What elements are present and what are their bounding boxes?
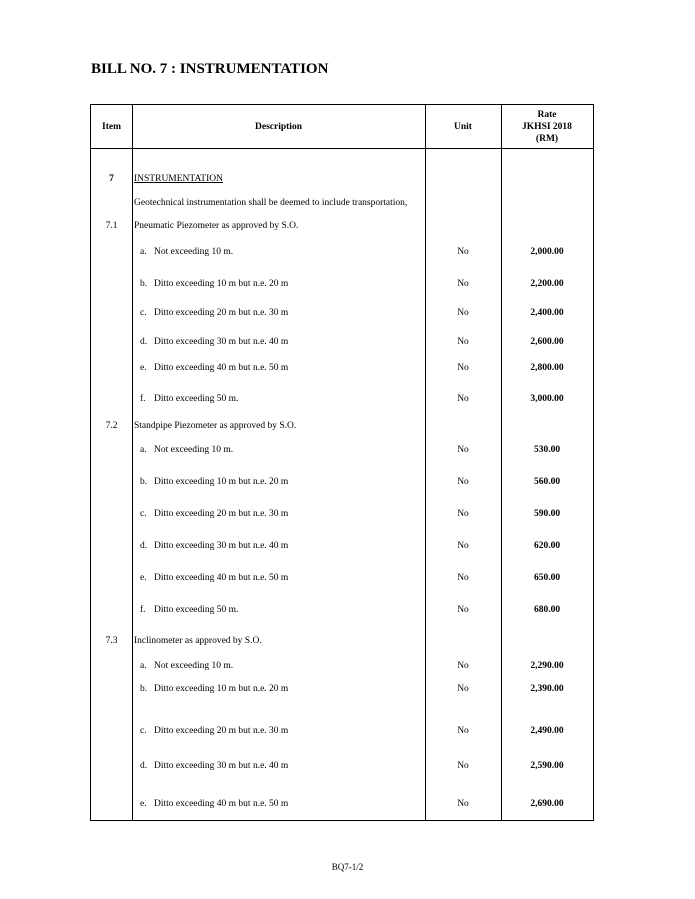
row-unit: No [457,684,469,694]
column-divider-unit [501,105,502,820]
row-rate: 530.00 [533,445,561,455]
row-description: Ditto exceeding 40 m but n.e. 50 m [154,363,289,373]
row-description: Ditto exceeding 20 m but n.e. 30 m [154,726,289,736]
row-unit: No [457,363,469,373]
row-rate: 590.00 [533,509,561,519]
row-description: Ditto exceeding 20 m but n.e. 30 m [154,308,289,318]
header-divider [91,148,593,149]
row-description: Ditto exceeding 40 m but n.e. 50 m [154,799,289,809]
row-rate: 650.00 [533,573,561,583]
row-unit: No [457,799,469,809]
row-unit: No [457,394,469,404]
row-description: Ditto exceeding 10 m but n.e. 20 m [154,279,289,289]
row-unit: No [457,279,469,289]
row-letter: c. [140,726,147,736]
bill-title: BILL NO. 7 : INSTRUMENTATION [91,61,329,77]
header-unit: Unit [454,122,472,132]
row-unit: No [457,445,469,455]
group-item-number: 7.1 [105,221,118,231]
row-unit: No [457,337,469,347]
group-title: Pneumatic Piezometer as approved by S.O. [134,221,299,231]
header-rate-line2: JKHSI 2018 [522,122,572,132]
row-description: Not exceeding 10 m. [154,445,234,455]
row-description: Ditto exceeding 30 m but n.e. 40 m [154,541,289,551]
page-footer: BQ7-1/2 [331,862,364,872]
row-letter: d. [140,337,148,347]
row-description: Not exceeding 10 m. [154,247,234,257]
row-rate: 2,590.00 [530,761,564,771]
row-rate: 2,390.00 [530,684,564,694]
row-description: Ditto exceeding 10 m but n.e. 20 m [154,477,289,487]
row-unit: No [457,308,469,318]
row-rate: 2,400.00 [530,308,564,318]
row-description: Ditto exceeding 50 m. [154,394,239,404]
row-letter: d. [140,761,148,771]
header-rate-line3: (RM) [535,134,559,144]
row-rate: 2,290.00 [530,661,564,671]
section-item-number: 7 [109,174,114,184]
row-description: Not exceeding 10 m. [154,661,234,671]
row-letter: f. [140,605,146,615]
header-rate-line1: Rate [537,110,557,120]
row-description: Ditto exceeding 40 m but n.e. 50 m [154,573,289,583]
row-letter: b. [140,279,148,289]
group-title: Inclinometer as approved by S.O. [134,636,262,646]
row-description: Ditto exceeding 30 m but n.e. 40 m [154,761,289,771]
column-divider-item [132,105,133,820]
row-letter: e. [140,573,147,583]
header-description: Description [255,122,302,132]
row-unit: No [457,573,469,583]
row-rate: 2,690.00 [530,799,564,809]
row-unit: No [457,661,469,671]
row-letter: f. [140,394,146,404]
row-letter: e. [140,363,147,373]
row-description: Ditto exceeding 20 m but n.e. 30 m [154,509,289,519]
row-unit: No [457,509,469,519]
row-unit: No [457,541,469,551]
row-description: Ditto exceeding 50 m. [154,605,239,615]
column-divider-description [425,105,426,820]
group-title: Standpipe Piezometer as approved by S.O. [134,421,297,431]
row-letter: a. [140,661,147,671]
row-letter: b. [140,477,148,487]
row-rate: 680.00 [533,605,561,615]
row-letter: b. [140,684,148,694]
row-letter: a. [140,247,147,257]
row-rate: 620.00 [533,541,561,551]
row-rate: 2,000.00 [530,247,564,257]
row-letter: c. [140,308,147,318]
header-item: Item [102,122,121,132]
row-unit: No [457,605,469,615]
row-unit: No [457,726,469,736]
row-letter: e. [140,799,147,809]
row-rate: 2,490.00 [530,726,564,736]
group-item-number: 7.3 [105,636,118,646]
row-letter: a. [140,445,147,455]
section-title: INSTRUMENTATION [134,174,223,184]
row-rate: 2,600.00 [530,337,564,347]
section-note: Geotechnical instrumentation shall be deemed to include transportation, [134,198,408,208]
group-item-number: 7.2 [105,421,118,431]
row-unit: No [457,477,469,487]
row-letter: c. [140,509,147,519]
header-rate [501,109,593,145]
row-description: Ditto exceeding 30 m but n.e. 40 m [154,337,289,347]
bill-table [90,104,594,821]
row-unit: No [457,247,469,257]
row-rate: 2,800.00 [530,363,564,373]
row-description: Ditto exceeding 10 m but n.e. 20 m [154,684,289,694]
row-rate: 560.00 [533,477,561,487]
row-rate: 2,200.00 [530,279,564,289]
row-letter: d. [140,541,148,551]
row-rate: 3,000.00 [530,394,564,404]
row-unit: No [457,761,469,771]
